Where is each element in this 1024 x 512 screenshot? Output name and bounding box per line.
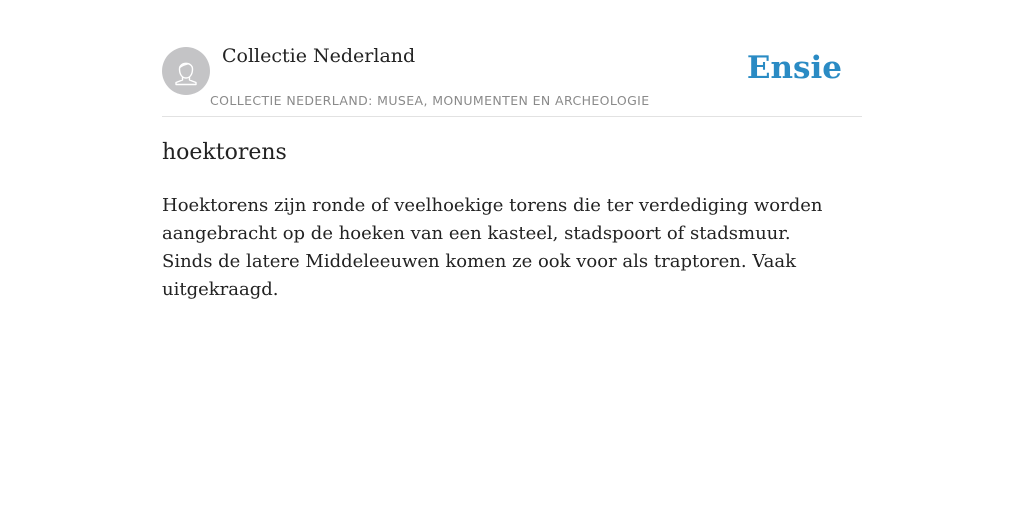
term-definition: Hoektorens zijn ronde of veelhoekige torens die ter verdediging worden aangebracht op de hoeken van een kasteel, stadspoort of stadsmuur. Sinds de latere Middeleeuwen komen ze ook voor als traptoren. Vaak uitgekraagd.: [162, 195, 823, 300]
author-name[interactable]: Collectie Nederland: [222, 45, 416, 67]
author-subtitle: COLLECTIE NEDERLAND: MUSEA, MONUMENTEN EN ARCHEOLOGIE: [210, 93, 650, 108]
user-icon: [162, 47, 210, 95]
ensie-logo-link[interactable]: Ensie: [746, 50, 842, 86]
entry-header: [162, 0, 862, 117]
author-avatar[interactable]: [162, 47, 210, 95]
term-title: hoektorens: [162, 140, 287, 165]
